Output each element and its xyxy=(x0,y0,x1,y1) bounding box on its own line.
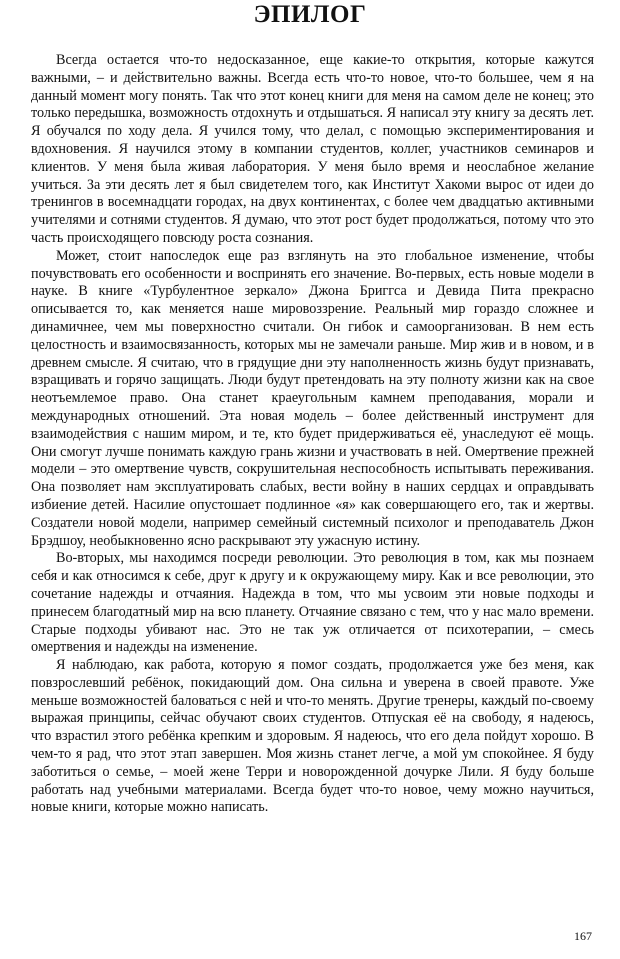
paragraph-1: Всегда остается что-то недосказанное, еще какие-то открытия, которые кажутся важными, – и действительно важны. Всегда есть что-то новое, что-то большее, чем я на данный момент могу понять. Так что этот конец книги для меня на самом деле не конец; это только передышка, возможность отдохнуть и отдышаться. Я написал эту книгу за десять лет. Я обучался по ходу дела. Я учился тому, что делал, с помощью экспериментирования и вдохновения. Я научился этому в компании студентов, коллег, участников семинаров и клиентов. У меня была живая лаборатория. У меня было время и неослабное желание учиться. За эти десять лет я был свидетелем того, как Институт Хакоми вырос от идеи до тренингов в восемнадцати городах, на двух континентах, с более чем двадцатью активными учителями и сотнями студентов. Я думаю, что этот рост будет продолжаться, потому что это часть происходящего повсюду роста сознания. xyxy=(31,52,594,246)
paragraph-2: Может, стоит напоследок еще раз взглянуть на это глобальное изменение, чтобы почувствовать его особенности и воспринять его значение. Во-первых, есть новые модели в науке. В книге «Турбулентное зеркало» Джона Бриггса и Девида Пита прекрасно описывается то, как меняется наше мировоззрение. Реальный мир гораздо сложнее и динамичнее, чем мы поверхностно считали. Он гибок и самоорганизован. В нем есть целостность и взаимосвязанность, которых мы не замечали раньше. Мир жив и в новом, и в древнем смысле. Я считаю, что в грядущие дни эту наполненность жизнь будут признавать, взращивать и горячо защищать. Люди будут претендовать на эту полноту жизни как на свое неотъемлемое право. Она станет краеугольным камнем преподавания, морали и международных отношений. Эта новая модель – более действенный инструмент для взаимодействия с нашим миром, и те, кто будет придерживаться её, унаследуют её мощь. Они смогут лучше понимать каждую грань жизни и участвовать в ней. Омертвение прежней модели – это омертвение чувств, сокрушительная неспособность испытывать переживания. Она позволяет нам эксплуатировать слабых, вести войну в наших сердцах и оправдывать избиение детей. Насилие опустошает подлинное «я» как совершающего его, так и жертвы. Создатели новой модели, например семейный системный психолог и преподаватель Джон Брэдшоу, необыкновенно ясно раскрывают эту ужасную истину. xyxy=(31,247,594,549)
page-number: 167 xyxy=(574,929,592,943)
paragraph-4: Я наблюдаю, как работа, которую я помог создать, продолжается уже без меня, как повзрослевший ребёнок, покидающий дом. Она сильна и уверена в своей правоте. Уже меньше возможностей баловаться с ней и что-то менять. Другие тренеры, каждый по-своему выражая принципы, сейчас обучают своих студентов. Отпуская её на свободу, я надеюсь, что взрастил этого ребёнка крепким и здоровым. Я надеюсь, что его дела пойдут хорошо. В чем-то я рад, что этот этап завершен. Моя жизнь станет легче, а мой ум спокойнее. Я буду заботиться о семье, – моей жене Терри и новорожденной дочурке Лили. Я буду больше работать над учебными материалами. Всегда будет что-то новое, чему можно научиться, новые книги, которые можно написать. xyxy=(31,657,594,816)
chapter-body xyxy=(31,52,594,817)
paragraph-3: Во-вторых, мы находимся посреди революции. Это революция в том, как мы познаем себя и как относимся к себе, друг к другу и к окружающему миру. Как и все революции, это сочетание надежды и отчаяния. Надежда в том, что мы усвоим эти новые подходы и принесем благодатный мир на всю планету. Отчаяние связано с тем, что у нас мало времени. Старые подходы убивают нас. Это не так уж отличается от психотерапии, – смесь омертвения и надежды на изменение. xyxy=(31,550,594,656)
chapter-title: ЭПИЛОГ xyxy=(253,1,367,28)
